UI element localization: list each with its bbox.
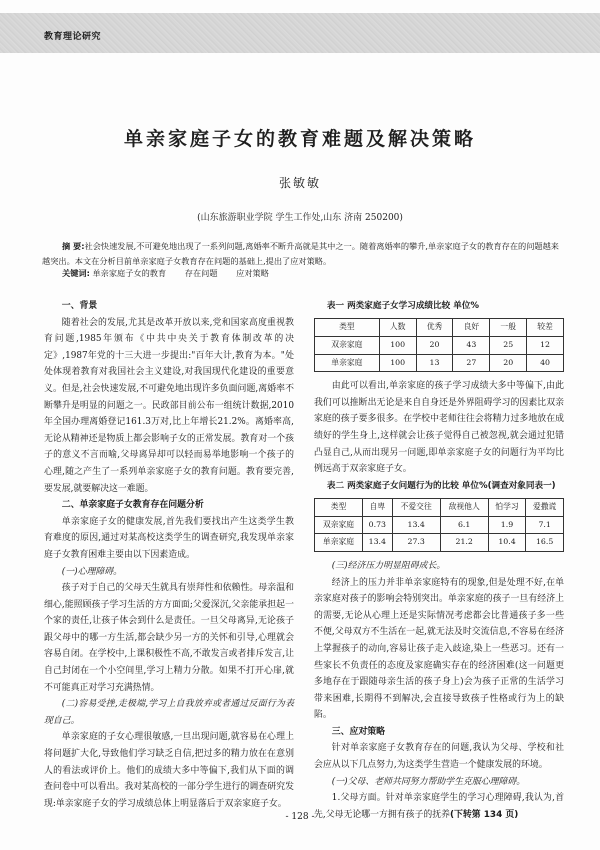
- subsection-heading: (一)父母、老师共同努力帮助学生克服心理障碍。: [331, 776, 526, 787]
- subsection-heading: (三)经济压力明显阻碍成长。: [331, 560, 446, 571]
- table-cell: 6.1: [440, 516, 488, 534]
- abstract: [42, 239, 562, 269]
- table-cell: 1.9: [488, 516, 526, 534]
- paragraph: 孩子对于自己的父母天生就具有崇拜性和依赖性。母亲温和细心,能照顾孩子学习生活的方方面面;父爱深沉,父亲能承担起一个家的责任,让孩子体会到什么是责任。一旦父母离异,无论孩子跟父母中的哪一方生活,都会缺少另一方的关怀和引导,心理就会容易自闭。在学校中,上课积极性不高,不敢发言或者排斥发言,让自己封闭在一个小空间里,学习上精力分散。如果不打开心扉,就不可能真正对学习充满热情。: [44, 583, 294, 693]
- abstract-text: 社会快速发展,不可避免地出现了一系列问题,离婚率不断升高就是其中之一。随着离婚率的攀升,单亲家庭子女的教育存在的问题越来越突出。本文在分析目前单亲家庭子女教育存在问题的基础上,提出了应对策略。: [42, 241, 559, 266]
- table-cell: 0.73: [363, 516, 393, 534]
- section-heading-background: 一、背景: [61, 301, 98, 311]
- table-cell: 40: [527, 354, 564, 372]
- table-header-cell: 爱撒谎: [526, 498, 564, 516]
- author-affiliation: (山东旅游职业学院 学生工作处,山东 济南 250200): [197, 213, 403, 223]
- paragraph: 由此可以看出,单亲家庭的孩子学习成绩大多中等偏下,由此我们可以推断出无论是来自自身还是外界阻碍学习的因素比双亲家庭的孩子要多很多。在学校中老师往往会将精力过多地放在成绩好的学生身上,这样就会让孩子觉得自己被忽视,就会通过犯错凸显自己,从而出现另一问题,即单亲家庭子女的问题行为平均比例远高于双亲家庭子女。: [314, 381, 564, 475]
- table-cell: 21.2: [440, 534, 488, 552]
- table-header-cell: 自卑: [363, 498, 393, 516]
- table-row: [315, 534, 564, 552]
- keywords-label: 关键词:: [62, 268, 90, 278]
- table-cell: 13.4: [392, 516, 440, 534]
- table-cell: 20: [490, 354, 527, 372]
- table-cell: 12: [527, 337, 564, 355]
- table-header-cell: 怕学习: [488, 498, 526, 516]
- paragraph: 单亲家庭子女的健康发展,首先我们要找出产生这类学生教育难度的原因,通过对某高校这类学生的调查研究,我发现单亲家庭子女教育困难主要由以下因素造成。: [44, 516, 294, 560]
- table-header-row: [315, 319, 564, 337]
- right-column: [314, 298, 564, 823]
- author-name: 张敏敏: [278, 176, 321, 190]
- article-title: 单亲家庭子女的教育难题及解决策略: [123, 128, 476, 150]
- journal-section-label: 教育理论研究: [44, 32, 102, 42]
- table-header-cell: 较差: [527, 319, 564, 337]
- table-problem-behaviors: [314, 498, 564, 552]
- table-header-cell: 类型: [315, 498, 363, 516]
- table-cell: 单亲家庭: [315, 354, 380, 372]
- table-cell: 100: [379, 337, 416, 355]
- table-header-cell: 良好: [453, 319, 490, 337]
- section-heading-strategies: 三、应对策略: [331, 726, 386, 737]
- table-cell: 13: [416, 354, 453, 372]
- table-cell: 20: [416, 337, 453, 355]
- table-header-cell: 人数: [379, 319, 416, 337]
- table-cell: 7.1: [526, 516, 564, 534]
- table-academic-performance: [314, 318, 564, 372]
- table-cell: 10.4: [488, 534, 526, 552]
- table-header-cell: 一般: [490, 319, 527, 337]
- table-header-cell: 类型: [315, 319, 380, 337]
- table-cell: 16.5: [526, 534, 564, 552]
- paragraph: 经济上的压力并非单亲家庭特有的现象,但是处理不好,在单亲家庭对孩子的影响会特别突出。单亲家庭的孩子一旦有经济上的需要,无论从心理上还是实际情况考虑都会比普通孩子多一些不便,父母双方不生活在一起,就无法及时交流信息,不容易在经济上掌握孩子的动向,容易让孩子走入歧途,染上一些恶习。还有一些家长不负责任的态度及家庭确实存在的经济困难(这一问题更多地存在于跟随母亲生活的孩子身上)会为孩子正常的生活学习带来困难,长期得不到解决,会直接导致孩子性格或行为上的缺陷。: [314, 577, 564, 721]
- section-heading-problems: 二、单亲家庭子女教育存在问题分析: [61, 500, 204, 511]
- keyword: 单亲家庭子女的教育: [92, 268, 167, 278]
- keyword: 应对策略: [236, 268, 269, 278]
- table-header-cell: 敌视他人: [440, 498, 488, 516]
- table2-caption: 表二 两类家庭子女问题行为的比较 单位%(调查对象同表一): [326, 480, 556, 491]
- abstract-label: 摘 要:: [62, 241, 85, 251]
- table-cell: 双亲家庭: [315, 516, 363, 534]
- continued-on-page-note: (下转第 134 页): [449, 809, 519, 820]
- table-cell: 双亲家庭: [315, 337, 380, 355]
- table-row: [315, 337, 564, 355]
- keyword: 存在问题: [184, 268, 218, 278]
- paragraph: 随着社会的发展,尤其是改革开放以来,党和国家高度重视教育问题,1985年颁布《中共中央关于教育体制改革的决定》,1987年党的十三大进一步提出:"百年大计,教育为本。"处处体现着教育对我国社会主义建设,对我国现代化建设的重要意义。但是,社会快速发展,不可避免地出现许多负面问题,离婚率不断攀升是明显的问题之一。民政部目前公布一组统计数据,2010年全国办理离婚登记161.3万对,比上年增长21.2%。离婚率高,无论从精神还是物质上都会影响子女的正常发展。教育对一个孩子的意义不言而喻,父母离异却可以轻而易举地影响一个孩子的心理,随之产生了一系列单亲家庭子女的教育问题。教育要完善,要发展,就要解决这一难题。: [44, 317, 294, 494]
- paragraph: 单亲家庭的子女心理很敏感,一旦出现问题,就容易在心理上将问题扩大化,导致他们学习缺乏自信,把过多的精力放在在意别人的看法或评价上。他们的成绩大多中等偏下,我们从下面的调查问卷中可以看出。我对某高校的一部分学生进行的调查研究发现:单亲家庭子女的学习成绩总体上明显落后于双亲家庭子女。: [44, 732, 294, 809]
- table-row: [315, 516, 564, 534]
- table-header-row: [315, 498, 564, 516]
- table-cell: 25: [490, 337, 527, 355]
- journal-header-band: [0, 13, 600, 53]
- table-row: [315, 354, 564, 372]
- subsection-heading: (一)心理障碍。: [61, 566, 122, 577]
- table-header-cell: 不爱交往: [392, 498, 440, 516]
- table-cell: 27.3: [392, 534, 440, 552]
- left-column: [44, 298, 294, 812]
- page-number: - 128 -: [285, 812, 315, 822]
- table-cell: 43: [453, 337, 490, 355]
- table-header-cell: 优秀: [416, 319, 453, 337]
- table-cell: 13.4: [363, 534, 393, 552]
- table-cell: 100: [379, 354, 416, 372]
- table-cell: 27: [453, 354, 490, 372]
- paragraph-text: 1.父母方面。针对单亲家庭学生的学习心理障碍,我认为,首先,父母无论哪一方拥有孩子的抚养: [314, 793, 564, 820]
- keywords: [62, 268, 285, 279]
- table1-caption: 表一 两类家庭子女学习成绩比较 单位%: [326, 301, 479, 311]
- paragraph: 针对单亲家庭子女教育存在的问题,我认为父母、学校和社会应从以下几点努力,为这类学生营造一个健康发展的环境。: [314, 743, 564, 771]
- subsection-heading: (二)容易受挫,走极端,学习上自我放弃或者通过反面行为表现自己。: [44, 699, 294, 726]
- table-cell: 单亲家庭: [315, 534, 363, 552]
